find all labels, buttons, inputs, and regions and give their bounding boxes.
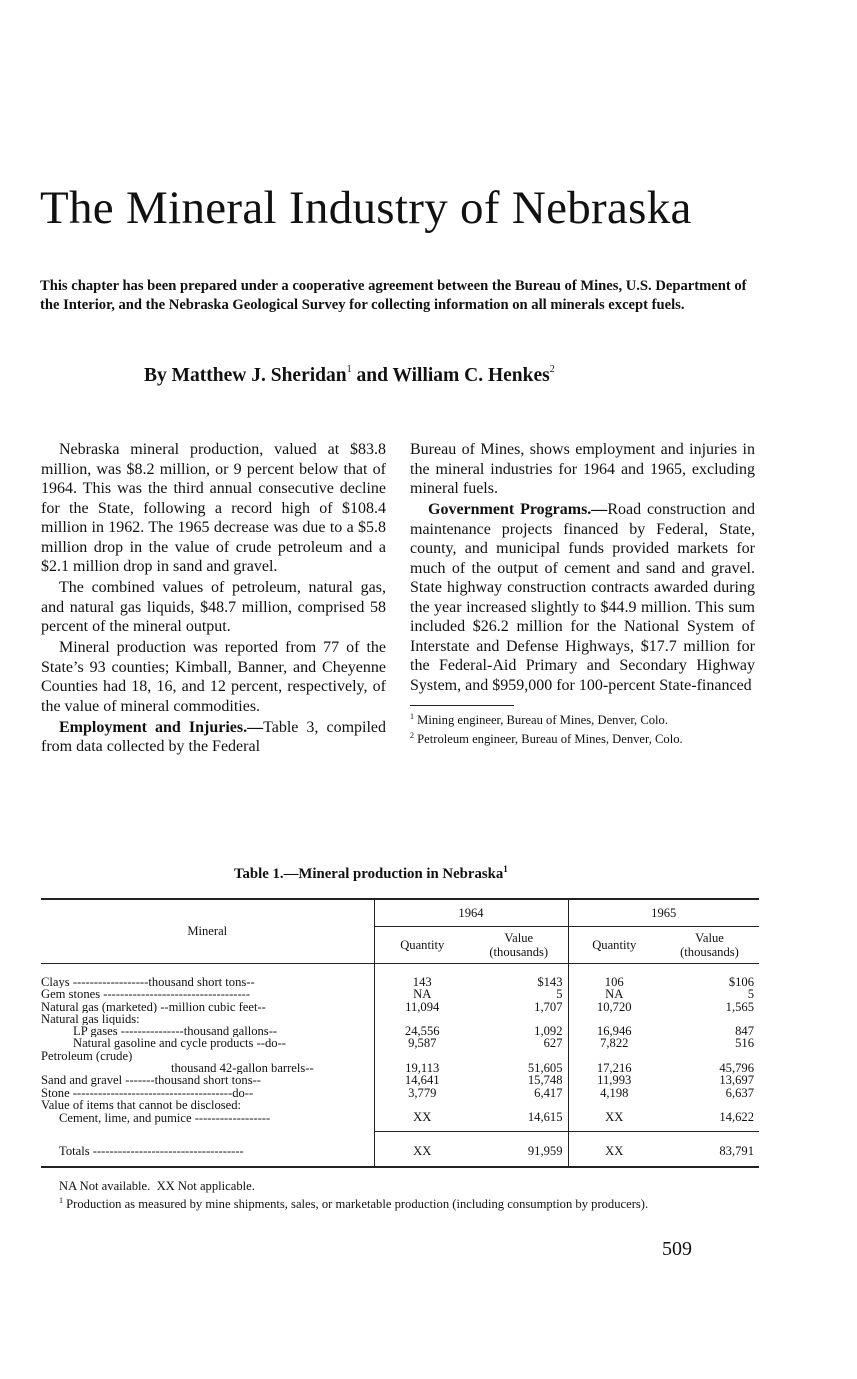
header-value-line2: (thousands) xyxy=(680,945,739,959)
header-value-line2: (thousands) xyxy=(489,945,549,959)
table-title-text: Table 1.—Mineral production in Nebraska xyxy=(234,865,504,882)
cell-quantity-1965: 16,946 xyxy=(596,1024,632,1039)
cell-value-1965: 83,791 xyxy=(660,1131,759,1167)
cell-value-1964: 1,707 xyxy=(470,1001,568,1013)
row-label: Totals ------------------------------------ xyxy=(41,1131,374,1167)
table-row xyxy=(41,988,759,1000)
table-title xyxy=(234,864,508,883)
cell-quantity-1965: 17,216 xyxy=(596,1061,632,1076)
table-row xyxy=(41,1062,759,1074)
cell-quantity-1964: 3,779 xyxy=(408,1085,437,1100)
footnote xyxy=(410,728,755,747)
table-row xyxy=(41,1001,759,1013)
byline xyxy=(144,364,555,387)
table-row xyxy=(41,1037,759,1049)
table-row xyxy=(41,1074,759,1086)
header-year-1965: 1965 xyxy=(568,900,759,927)
cell-quantity-1964: 11,094 xyxy=(405,999,440,1014)
cell-value-1965: 1,565 xyxy=(725,999,754,1014)
header-value-1964 xyxy=(470,927,568,964)
row-label: Petroleum (crude) xyxy=(41,1050,374,1062)
cell-quantity-1965: XX xyxy=(568,1131,660,1167)
table-row-totals xyxy=(41,1131,759,1167)
table-row xyxy=(41,1013,759,1025)
cell-quantity-1964: 19,113 xyxy=(405,1061,440,1076)
header-quantity-1965: Quantity xyxy=(568,927,660,964)
header-value-1965 xyxy=(660,927,759,964)
cell-value-1965: 14,622 xyxy=(719,1110,754,1125)
cell-value-1964: 627 xyxy=(470,1037,568,1049)
author-1-note: 1 xyxy=(346,364,352,375)
byline-prefix: By xyxy=(144,365,167,386)
table-notes xyxy=(41,1180,761,1211)
paragraph xyxy=(410,500,755,695)
cell-value-1964: 15,748 xyxy=(470,1074,568,1086)
mineral-production-table xyxy=(41,898,759,1168)
page-number: 509 xyxy=(662,1238,692,1260)
cell-value-1965: 5 xyxy=(747,987,754,1002)
table-row xyxy=(41,964,759,989)
footnote-rule xyxy=(410,705,514,706)
cell-value-1964: $143 xyxy=(470,964,568,989)
header-value-line1: Value xyxy=(504,931,534,945)
cell-value-1964: 14,615 xyxy=(470,1111,568,1131)
cell-quantity-1965: 7,822 xyxy=(600,1036,629,1051)
footnote-text: Mining engineer, Bureau of Mines, Denver, Colo. xyxy=(417,713,668,728)
section-heading-government: Government Programs.— xyxy=(428,501,608,518)
table-row xyxy=(41,1087,759,1099)
paragraph: Bureau of Mines, shows employment and injuries in the mineral industries for 1964 and 1965, excluding mineral fuels. xyxy=(410,441,755,497)
header-year-1964: 1964 xyxy=(374,900,568,927)
paragraph: Mineral production was reported from 77 of the State’s 93 counties; Kimball, Banner, and Cheyenne Counties had 18, 16, and 12 percent, respectively, of the value of mineral commodities. xyxy=(41,639,386,715)
cell-quantity-1964: 143 xyxy=(412,975,432,989)
page-title: The Mineral Industry of Nebraska xyxy=(40,182,692,234)
cell-value-1965: 516 xyxy=(735,1036,754,1051)
note-na: NA Not available. xyxy=(59,1179,151,1193)
footnote-text: Petroleum engineer, Bureau of Mines, Denver, Colo. xyxy=(417,732,683,747)
left-column xyxy=(41,440,386,758)
cell-quantity-1964: 14,641 xyxy=(404,1073,440,1088)
author-1: Matthew J. Sheridan xyxy=(171,365,347,386)
table-row xyxy=(41,1050,759,1062)
paragraph: The combined values of petroleum, natural gas, and natural gas liquids, $48.7 million, comprised 58 percent of the mineral output. xyxy=(41,579,386,635)
cell-value-1965: $106 xyxy=(728,975,754,989)
cell-quantity-1964: NA xyxy=(413,987,432,1002)
cell-value-1964: 5 xyxy=(470,988,568,1000)
paragraph: Nebraska mineral production, valued at $83.8 million, was $8.2 million, or 9 percent below that of 1964. This was the third annual consecutive decline for the State, following a record high of $108.4 million in 1962. The 1965 decrease was due to a $5.8 million drop in the value of crude petroleum and a $2.1 million drop in sand and gravel. xyxy=(41,441,386,575)
paragraph-text: Table 3, compiled from data collected by the Federal xyxy=(41,718,386,755)
table-row xyxy=(41,1099,759,1111)
table-row xyxy=(41,1111,759,1131)
row-label: Sand and gravel -------thousand short tons-- xyxy=(41,1074,374,1086)
cell-value-1964: 91,959 xyxy=(470,1131,568,1167)
byline-conjunction: and xyxy=(356,365,388,386)
row-label: Gem stones ----------------------------------- xyxy=(41,988,374,1000)
row-label: Value of items that cannot be disclosed: xyxy=(41,1099,374,1111)
row-label: Cement, lime, and pumice ------------------ xyxy=(41,1111,374,1131)
cell-quantity-1965: NA xyxy=(605,987,624,1002)
row-label: LP gases ---------------thousand gallons-- xyxy=(41,1025,374,1037)
footnote xyxy=(410,709,755,728)
author-2-note: 2 xyxy=(549,364,555,375)
cell-quantity-1965: 10,720 xyxy=(596,999,632,1014)
cell-quantity-1964: 9,587 xyxy=(408,1036,437,1051)
cell-value-1964: 51,605 xyxy=(470,1062,568,1074)
row-label: Natural gas liquids: xyxy=(41,1013,374,1025)
row-label: Natural gasoline and cycle products --do-- xyxy=(41,1037,374,1049)
cell-quantity-1964: XX xyxy=(413,1110,432,1125)
chapter-intro: This chapter has been prepared under a cooperative agreement between the Bureau of Mines, U.S. Department of the Interior, and the Nebraska Geological Survey for collecting information on all minerals except fuels. xyxy=(40,278,747,313)
header-quantity-1964: Quantity xyxy=(374,927,470,964)
cell-quantity-1964: XX xyxy=(374,1131,470,1167)
cell-quantity-1965: 4,198 xyxy=(600,1085,629,1100)
cell-quantity-1965: 106 xyxy=(604,975,624,989)
footnote-mark: 1 xyxy=(410,712,414,721)
row-label: thousand 42-gallon barrels-- xyxy=(41,1062,374,1074)
footnote-mark: 2 xyxy=(410,731,414,741)
header-value-line1: Value xyxy=(695,931,724,945)
note-abbreviations xyxy=(41,1180,761,1194)
author-2: William C. Henkes xyxy=(392,365,550,386)
cell-quantity-1965: 11,993 xyxy=(597,1073,632,1088)
cell-quantity-1964: 24,556 xyxy=(404,1024,440,1039)
right-column xyxy=(410,440,755,747)
section-heading-employment: Employment and Injuries.— xyxy=(59,718,264,736)
table-row xyxy=(41,1025,759,1037)
cell-value-1964: 1,092 xyxy=(470,1025,568,1037)
note-xx: XX Not applicable. xyxy=(156,1179,255,1193)
table-footnote-text: Production as measured by mine shipments, sales, or marketable production (including consumption by producers). xyxy=(66,1196,649,1211)
footnotes xyxy=(410,709,755,747)
cell-value-1965: 847 xyxy=(735,1024,754,1039)
cell-value-1965: 6,637 xyxy=(725,1085,754,1100)
cell-quantity-1965: XX xyxy=(605,1110,624,1125)
paragraph xyxy=(41,718,386,757)
row-label: Natural gas (marketed) --million cubic feet-- xyxy=(41,1001,374,1013)
paragraph-text: Road construction and maintenance projects financed by Federal, State, county, and municipal funds provided markets for much of the output of cement and sand and gravel. State highway construction contracts awarded during the year increased slightly to $44.9 million. This sum included $26.2 million for the National System of Interstate and Defense Highways, $17.7 million for the Federal-Aid Primary and Secondary Highway System, and $959,000 for 100-percent State-financed xyxy=(410,501,755,694)
row-label: Stone --------------------------------------do-- xyxy=(41,1087,374,1099)
table-title-note: 1 xyxy=(503,864,508,874)
cell-value-1965: 45,796 xyxy=(719,1061,754,1076)
header-mineral: Mineral xyxy=(41,900,374,964)
table-footnote-mark: 1 xyxy=(59,1195,63,1205)
cell-value-1965: 13,697 xyxy=(719,1073,754,1088)
cell-value-1964: 6,417 xyxy=(470,1087,568,1099)
row-label: Clays ------------------thousand short tons-- xyxy=(41,964,374,989)
table-footnote xyxy=(41,1194,761,1212)
